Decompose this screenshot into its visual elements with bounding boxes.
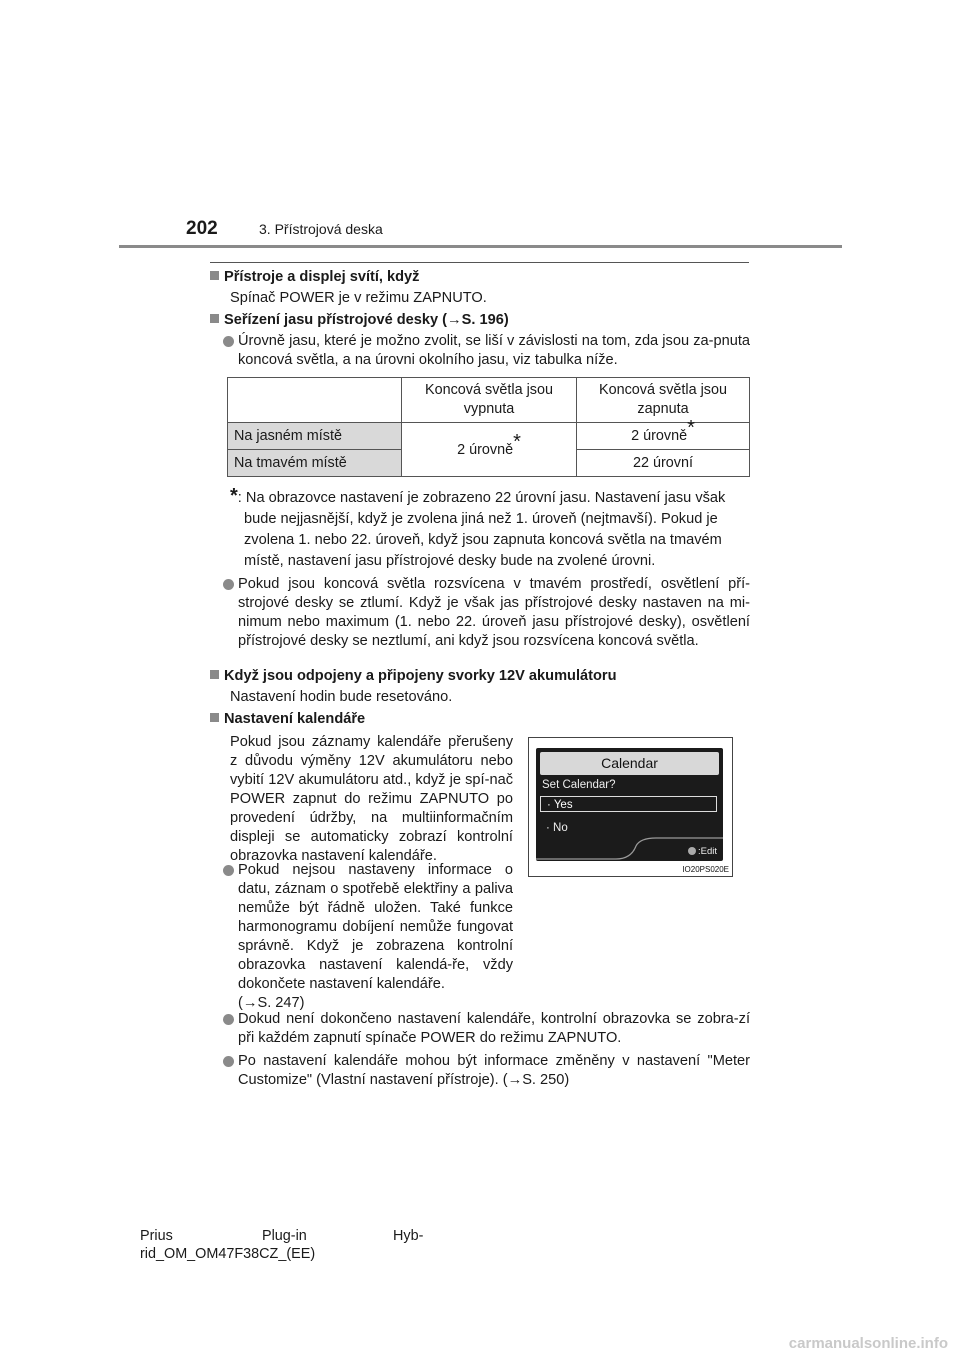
option-no: · No — [546, 822, 568, 834]
arrow-icon: → — [507, 1072, 523, 1088]
footer-model-1: Prius — [140, 1228, 173, 1244]
watermark: carmanualsonline.info — [788, 1335, 948, 1352]
bullet-dot-icon — [223, 865, 234, 876]
set-calendar-question: Set Calendar? — [542, 779, 616, 791]
calendar-title: Calendar — [540, 752, 719, 775]
section-heading-instruments: Přístroje a displej svítí, když — [210, 268, 419, 287]
table-cell-bright-lights-on: 2 úrovně* — [577, 423, 750, 450]
footer-doc-code: rid_OM_OM47F38CZ_(EE) — [140, 1246, 316, 1262]
square-bullet-icon — [210, 271, 219, 280]
table-row-dark-place: Na tmavém místě — [228, 450, 402, 477]
bullet-dot-icon — [223, 336, 234, 347]
arrow-icon: → — [447, 312, 462, 328]
page-number: 202 — [186, 218, 218, 239]
square-bullet-icon — [210, 713, 219, 722]
table-header-lights-on: Koncová světla jsou zapnuta — [577, 378, 750, 423]
option-yes: · Yes — [540, 796, 717, 812]
footer-model-3: Hyb- — [393, 1228, 424, 1244]
dial-icon — [688, 847, 696, 855]
bullet-brightness-levels: Úrovně jasu, které je možno zvolit, se liší v závislosti na tom, zda jsou za-pnuta koncová světla, a na úrovni okolního jasu, viz tabulka níže. — [223, 332, 750, 370]
bullet-meter-customize: Po nastavení kalendáře mohou být informace změněny v nastavení "Meter Customize" (Vlastní nastavení přístroje). (→S. 250) — [223, 1052, 750, 1090]
table-cell-merged: 2 úrovně* — [402, 423, 577, 477]
brightness-table — [227, 377, 750, 477]
bullet-dot-icon — [223, 579, 234, 590]
section-heading-brightness: Seřízení jasu přístrojové desky (→S. 196) — [210, 311, 509, 330]
multi-info-display — [536, 748, 723, 861]
calendar-screen-illustration — [528, 737, 733, 877]
bullet-calendar-info: Pokud nejsou nastaveny informace o datu, záznam o spotřebě elektřiny a paliva nemůže být řádně uložen. Také funkce harmonogramu dobíjení nemůže fungovat správně. Když je zobrazena kontrolní obrazovka nastavení kalendá-ře, vždy dokončete nastavení kalendáře. (→S. 247) — [223, 861, 513, 1013]
edit-hint: :Edit — [688, 846, 717, 857]
section-heading-battery: Když jsou odpojeny a připojeny svorky 12V akumulátoru — [210, 667, 617, 686]
square-bullet-icon — [210, 314, 219, 323]
bullet-dot-icon — [223, 1056, 234, 1067]
table-cell-dark-lights-on: 22 úrovní — [577, 450, 750, 477]
illustration-code: IO20PS020E — [682, 865, 729, 874]
bullet-calendar-pending: Dokud není dokončeno nastavení kalendáře, kontrolní obrazovka se zobra-zí při každém zapnutí spínače POWER do režimu ZAPNUTO. — [223, 1010, 750, 1048]
chapter-title: 3. Přístrojová deska — [259, 221, 383, 237]
footer-model-2: Plug-in — [262, 1228, 307, 1244]
table-row-bright-place: Na jasném místě — [228, 423, 402, 450]
header-rule — [119, 245, 842, 248]
section-text-power: Spínač POWER je v režimu ZAPNUTO. — [230, 290, 487, 306]
section-text-clock-reset: Nastavení hodin bude resetováno. — [230, 689, 453, 705]
calendar-intro-text: Pokud jsou záznamy kalendáře přerušeny z důvodu výměny 12V akumulátoru nebo vybití 12V akumulátoru atd., když je spí-nač POWER zapnut do režimu ZAPNUTO po provedení údržby, na multiinformačním displeji se automaticky zobrazí kontrolní obrazovka nastavení kalendáře. — [230, 734, 513, 864]
square-bullet-icon — [210, 670, 219, 679]
bullet-dot-icon — [223, 1014, 234, 1025]
content-rule — [210, 262, 749, 263]
table-header-lights-off: Koncová světla jsou vypnuta — [402, 378, 577, 423]
table-footnote: *: Na obrazovce nastavení je zobrazeno 22 úrovní jasu. Nastavení jasu však bude nejjasnější, když je zvolena jiná než 1. úroveň (nejtmavší). Pokud je zvolena 1. nebo 22. úroveň, když jsou zapnuta koncová světla na tmavém místě, nastavení jasu přístrojové desky bude na zvolené úrovni. — [230, 485, 726, 569]
bullet-dimming: Pokud jsou koncová světla rozsvícena v tmavém prostředí, osvětlení pří-strojové desky se ztlumí. Když je však jas přístrojové desky nastaven na mi-nimum nebo maximum (1. nebo 22. úroveň jasu přístrojové desky), osvětlení přístrojové desky se neztlumí, ani když jsou rozsvícena koncová světla. — [223, 575, 750, 651]
section-heading-calendar: Nastavení kalendáře — [210, 710, 365, 729]
arrow-icon: → — [242, 995, 258, 1011]
table-header-empty — [228, 378, 402, 423]
